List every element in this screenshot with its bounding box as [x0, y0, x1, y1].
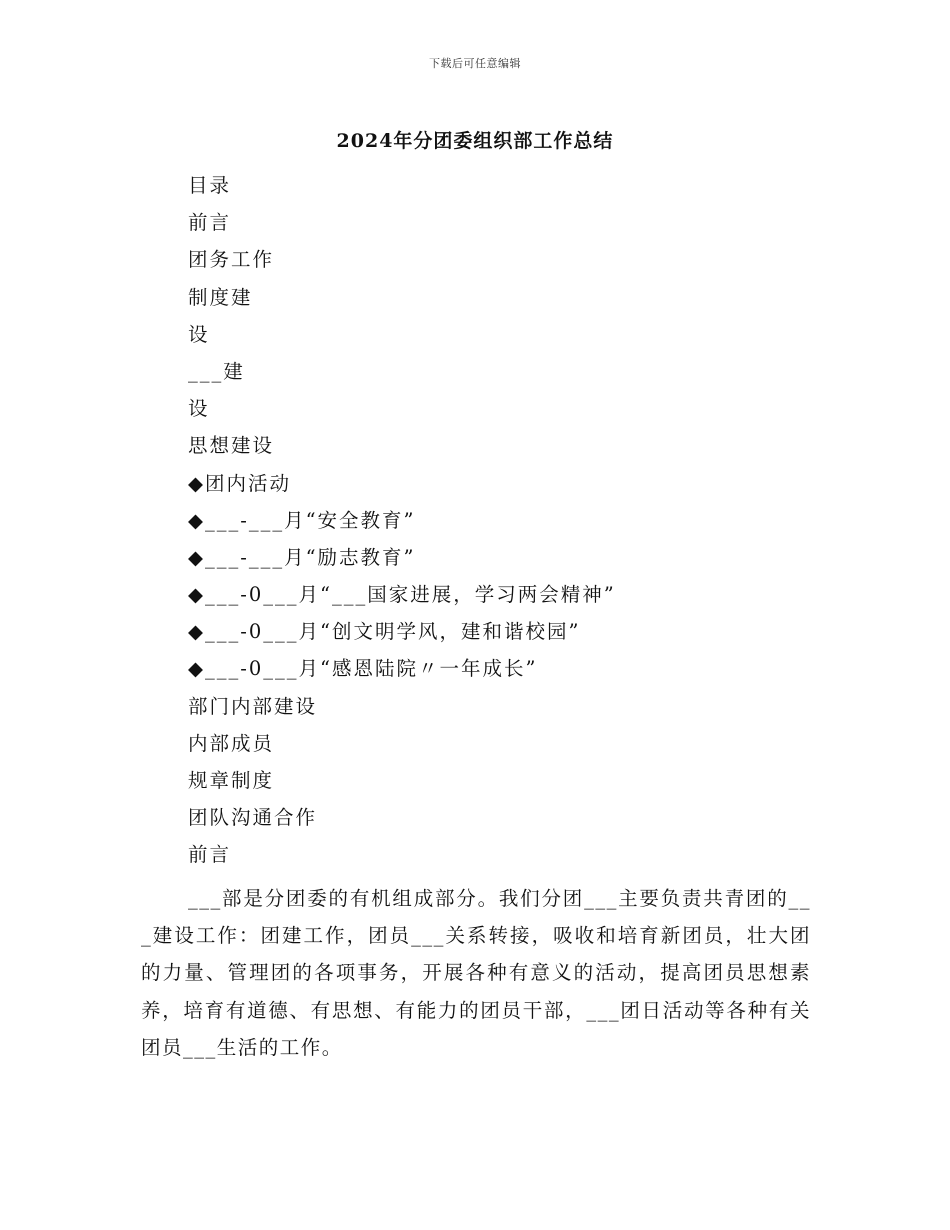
document-title: 2024年分团委组织部工作总结: [336, 130, 614, 152]
toc-line: 思想建设: [188, 434, 275, 458]
table-of-contents: [188, 172, 616, 879]
toc-line: ◆___-___月“励志教育”: [188, 545, 416, 569]
toc-line: ◆___-0___月“感恩陆院〃一年成长”: [188, 657, 538, 681]
toc-line: ◆___-0___月“创文明学风，建和谐校园”: [188, 620, 581, 644]
toc-line: 设: [188, 322, 210, 346]
toc-line: 前言: [188, 843, 232, 867]
toc-line: 前言: [188, 211, 232, 235]
toc-line: 内部成员: [188, 731, 275, 755]
toc-line: 制度建: [188, 285, 253, 309]
toc-line: ◆团内活动: [188, 471, 291, 495]
toc-line: ◆___-___月“安全教育”: [188, 508, 416, 532]
toc-line: 团队沟通合作: [188, 806, 318, 830]
toc-line: 部门内部建设: [188, 694, 318, 718]
toc-line: 规章制度: [188, 769, 275, 792]
toc-line: ◆___-0___月“___国家进展，学习两会精神”: [188, 583, 616, 607]
toc-line: 团务工作: [188, 248, 275, 272]
toc-line: 设: [188, 397, 210, 421]
preface-paragraph: ___部是分团委的有机组成部分。我们分团___主要负责共青团的___建设工作：团建工作，团员___关系转接，吸收和培育新团员，壮大团的力量、管理团的各项事务，开展各种有意义的活动，提高团员思想素养，培育有道德、有思想、有能力的团员干部，___团日活动等各种有关团员___生活的工作。: [141, 887, 811, 1059]
page-header-note: 下载后可任意编辑: [429, 57, 521, 70]
toc-line: ___建: [188, 359, 245, 383]
toc-line: 目录: [188, 174, 232, 197]
